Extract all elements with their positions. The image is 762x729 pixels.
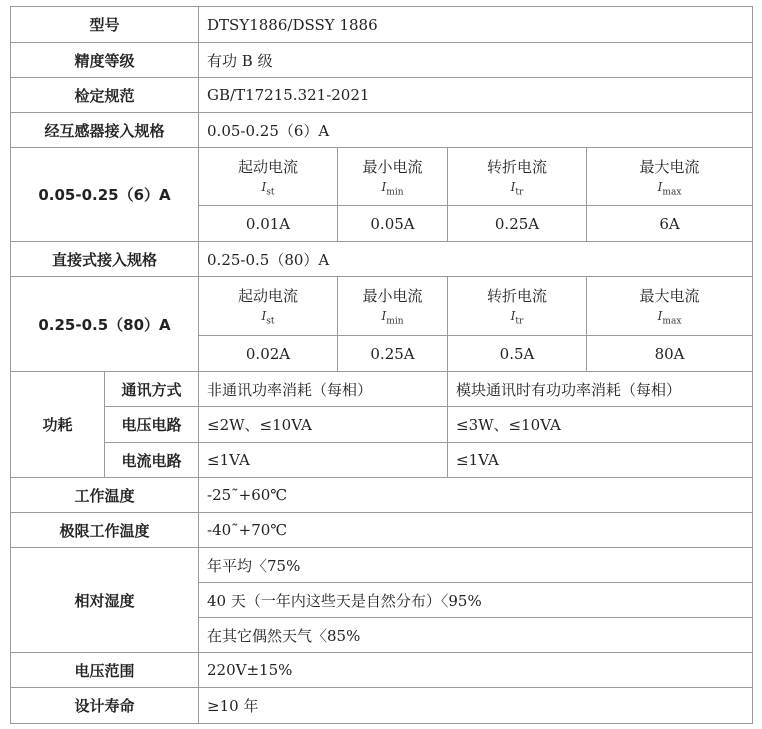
header-title: 最大电流 xyxy=(639,157,700,176)
symbol-imin: $I_{min}$ xyxy=(381,179,404,198)
header-title: 转折电流 xyxy=(487,157,548,176)
row-direct-headers xyxy=(11,277,753,336)
row-model xyxy=(11,7,753,43)
symbol-itr: $I_{tr}$ xyxy=(510,179,524,198)
ct-header-tr xyxy=(448,148,587,206)
header-title: 起动电流 xyxy=(238,287,299,306)
humidity-value-annual: 年平均〈75% xyxy=(199,548,753,583)
model-label: 型号 xyxy=(11,7,199,43)
voltage-range-label: 电压范围 xyxy=(11,653,199,688)
header-title: 起动电流 xyxy=(238,157,299,176)
standard-label: 检定规范 xyxy=(11,78,199,113)
direct-value-tr: 0.5A xyxy=(448,336,587,372)
direct-spec-label: 直接式接入规格 xyxy=(11,242,199,277)
header-title: 最小电流 xyxy=(362,287,423,306)
row-power-current xyxy=(11,443,753,478)
power-comm-label: 通讯方式 xyxy=(105,372,199,407)
power-voltage-a: ≤2W、≤10VA xyxy=(199,407,448,443)
symbol-ist: $I_{st}$ xyxy=(261,179,275,198)
row-standard xyxy=(11,78,753,113)
header-title: 最大电流 xyxy=(639,287,700,306)
standard-value: GB/T17215.321-2021 xyxy=(199,78,753,113)
row-power-comm xyxy=(11,372,753,407)
power-comm-a: 非通讯功率消耗（每相） xyxy=(199,372,448,407)
direct-value-start: 0.02A xyxy=(199,336,338,372)
temp-value: -25˜+60℃ xyxy=(199,478,753,513)
symbol-imax: $I_{max}$ xyxy=(657,179,682,198)
ct-header-start xyxy=(199,148,338,206)
symbol-imax: $I_{max}$ xyxy=(657,309,682,327)
ct-spec-value: 0.05-0.25（6）A xyxy=(199,113,753,148)
model-value: DTSY1886/DSSY 1886 xyxy=(199,7,753,43)
power-current-b: ≤1VA xyxy=(448,443,753,478)
life-value: ≥10 年 xyxy=(199,688,753,724)
row-temp xyxy=(11,478,753,513)
row-limit-temp xyxy=(11,513,753,548)
header-title: 转折电流 xyxy=(487,287,548,306)
power-voltage-b: ≤3W、≤10VA xyxy=(448,407,753,443)
power-voltage-label: 电压电路 xyxy=(105,407,199,443)
humidity-label: 相对湿度 xyxy=(11,548,199,653)
limit-temp-label: 极限工作温度 xyxy=(11,513,199,548)
humidity-value-occasional: 在其它偶然天气〈85% xyxy=(199,618,753,653)
limit-temp-value: -40˜+70℃ xyxy=(199,513,753,548)
ct-value-max: 6A xyxy=(587,206,753,242)
power-label: 功耗 xyxy=(11,372,105,478)
row-power-voltage xyxy=(11,407,753,443)
header-title: 最小电流 xyxy=(362,157,423,176)
row-humidity-1 xyxy=(11,548,753,583)
life-label: 设计寿命 xyxy=(11,688,199,724)
ct-header-min xyxy=(338,148,448,206)
ct-block-label: 0.05-0.25（6）A xyxy=(11,148,199,242)
voltage-range-value: 220V±15% xyxy=(199,653,753,688)
row-ct-spec xyxy=(11,113,753,148)
ct-spec-label: 经互感器接入规格 xyxy=(11,113,199,148)
temp-label: 工作温度 xyxy=(11,478,199,513)
symbol-imin: $I_{min}$ xyxy=(381,309,404,327)
direct-value-max: 80A xyxy=(587,336,753,372)
ct-value-min: 0.05A xyxy=(338,206,448,242)
row-voltage-range xyxy=(11,653,753,688)
power-comm-b: 模块通讯时有功功率消耗（每相） xyxy=(448,372,753,407)
direct-spec-value: 0.25-0.5（80）A xyxy=(199,242,753,277)
direct-header-start xyxy=(199,277,338,336)
power-current-a: ≤1VA xyxy=(199,443,448,478)
ct-value-start: 0.01A xyxy=(199,206,338,242)
row-ct-headers xyxy=(11,148,753,206)
direct-value-min: 0.25A xyxy=(338,336,448,372)
humidity-value-40days: 40 天（一年内这些天是自然分布）〈95% xyxy=(199,583,753,618)
direct-header-tr xyxy=(448,277,587,336)
accuracy-label: 精度等级 xyxy=(11,43,199,78)
row-life xyxy=(11,688,753,724)
ct-value-tr: 0.25A xyxy=(448,206,587,242)
row-direct-spec xyxy=(11,242,753,277)
direct-header-min xyxy=(338,277,448,336)
ct-header-max xyxy=(587,148,753,206)
accuracy-value: 有功 B 级 xyxy=(199,43,753,78)
row-accuracy xyxy=(11,43,753,78)
symbol-ist: $I_{st}$ xyxy=(261,309,275,327)
direct-block-label: 0.25-0.5（80）A xyxy=(11,277,199,372)
symbol-itr: $I_{tr}$ xyxy=(510,309,524,327)
power-current-label: 电流电路 xyxy=(105,443,199,478)
direct-header-max xyxy=(587,277,753,336)
spec-table xyxy=(10,6,753,724)
